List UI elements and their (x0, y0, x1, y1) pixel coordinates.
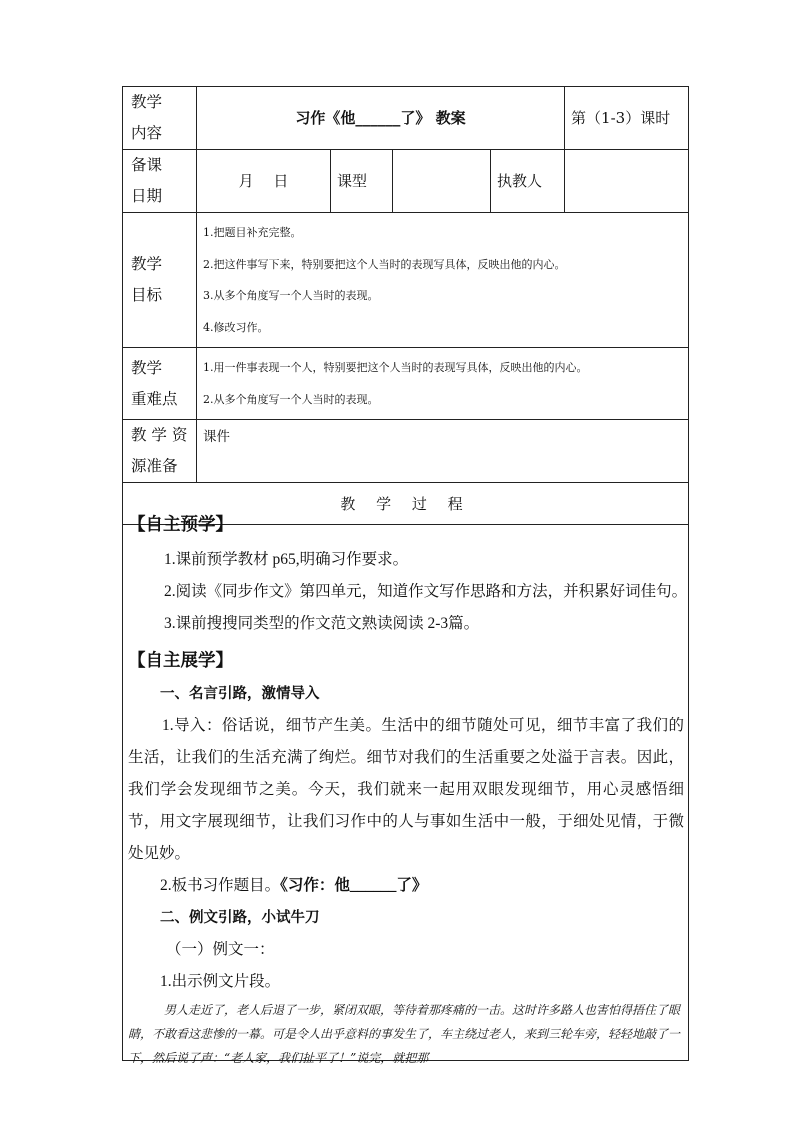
label-prep-date: 备课 日期 (123, 150, 197, 213)
board-title-line (128, 870, 684, 902)
resources-value: 课件 (197, 420, 689, 483)
process-content (128, 510, 688, 1070)
board-prefix: 2.板书习作题目。 (160, 877, 281, 894)
label-teacher: 执教人 (491, 150, 565, 213)
label-teaching-content: 教学 内容 (123, 87, 197, 150)
goal-item: 4.修改习作。 (203, 320, 269, 334)
lesson-title: 习作《他______了》 教案 (197, 87, 565, 150)
key-point-item: 2.从多个角度写一个人当时的表现。 (203, 392, 379, 406)
label-teaching-goals: 教学 目标 (123, 213, 197, 348)
section-two-title: 二、例文引路，小试牛刀 (160, 910, 320, 926)
row-key-difficulties (123, 348, 689, 420)
preview-item: 3.课前搜搜同类型的作文范文熟读阅读 2-3篇。 (164, 615, 480, 632)
board-title: 《习作：他______了》 (280, 877, 428, 894)
goal-item: 1.把题目补充完整。 (203, 226, 302, 239)
intro-text: 俗话说，细节产生美。生活中的细节随处可见，细节丰富了我们的生活，让我们的生活充满了绚烂。细节对我们的生活重要之处溢于言表。因此，我们学会发现细节之美。今天，我们就来一起用双眼发现细节，用心灵感悟细节，用文字展现细节，让我们习作中的人与事如生活中一般，于细处见情，于微处见妙。 (128, 717, 684, 862)
show-heading: 【自主展学】 (128, 650, 233, 670)
intro-label: 1.导入： (162, 717, 222, 734)
process-heading: 教 学 过 程 (123, 483, 689, 525)
lesson-period: 第（1-3）课时 (565, 87, 689, 150)
example-excerpt: 男人走近了，老人后退了一步，紧闭双眼，等待着那疼痛的一击。这时许多路人也害怕得捂住了眼睛，不敢看这悲惨的一幕。可是令人出乎意料的事发生了，车主绕过老人，来到三轮车旁，轻轻地敲了一下，然后说了声：“老人家，我们扯平了！”说完，就把那 (128, 1003, 681, 1065)
class-type-value (393, 150, 491, 213)
goal-item: 2.把这件事写下来，特别要把这个人当时的表现写具体，反映出他的内心。 (203, 257, 566, 271)
example-label: （一）例文一： (166, 941, 275, 958)
show-excerpt-line: 1.出示例文片段。 (160, 973, 281, 990)
label-resources: 教 学 资 源准备 (123, 420, 197, 483)
preview-item: 1.课前预学教材 p65,明确习作要求。 (164, 551, 409, 568)
goal-item: 3.从多个角度写一个人当时的表现。 (203, 289, 379, 302)
key-point-item: 1.用一件事表现一个人，特别要把这个人当时的表现写具体，反映出他的内心。 (203, 361, 588, 374)
preview-item: 2.阅读《同步作文》第四单元，知道作文写作思路和方法，并积累好词佳句。 (164, 583, 688, 600)
row-prep-date (123, 150, 689, 213)
key-points-list (197, 348, 689, 420)
section-one-title: 一、名言引路，激情导入 (160, 686, 320, 702)
row-teaching-content (123, 87, 689, 150)
row-teaching-goals (123, 213, 689, 348)
teacher-value (565, 150, 689, 213)
label-key-difficulties: 教学 重难点 (123, 348, 197, 420)
intro-paragraph (128, 710, 684, 870)
date-value: 月 日 (197, 150, 331, 213)
label-class-type: 课型 (331, 150, 393, 213)
preview-heading: 【自主预学】 (128, 514, 233, 534)
lesson-info-table (122, 86, 689, 525)
goals-list (197, 213, 689, 348)
row-resources (123, 420, 689, 483)
